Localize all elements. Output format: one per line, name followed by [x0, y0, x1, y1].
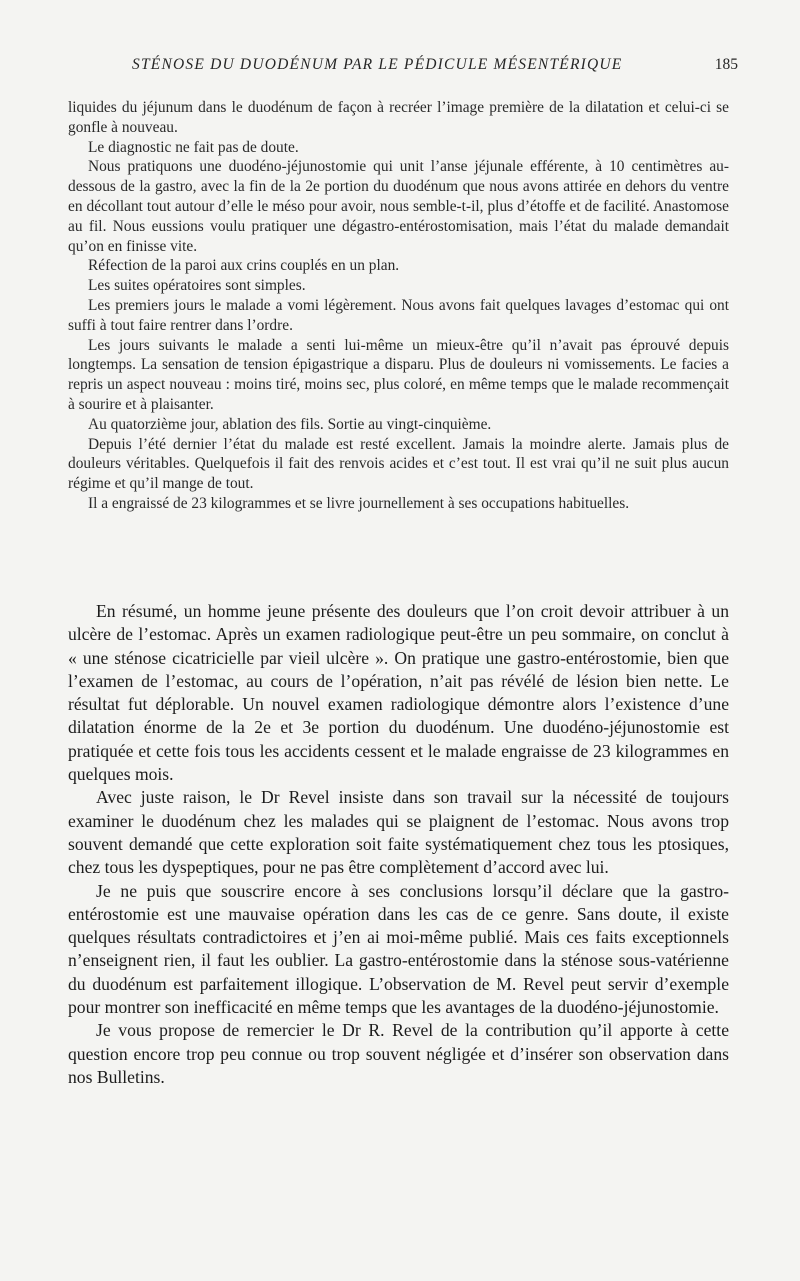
- paragraph: Je vous propose de remercier le Dr R. Revel de la contribution qu’il apporte à cette question encore trop peu connue ou trop souvent négligée et d’insérer son observation dans nos Bulletins.: [68, 1020, 729, 1087]
- paragraph: liquides du jéjunum dans le duodénum de façon à recréer l’image première de la dilatation et celui-ci se gonfle à nouveau.: [68, 99, 729, 136]
- paragraph: Les premiers jours le malade a vomi légèrement. Nous avons fait quelques lavages d’estomac qui ont suffi à tout faire rentrer dans l’ordre.: [68, 296, 729, 334]
- paragraph: Les suites opératoires sont simples.: [88, 277, 306, 295]
- paragraph: Au quatorzième jour, ablation des fils. Sortie au vingt-cinquième.: [88, 415, 492, 433]
- paragraph: Je ne puis que souscrire encore à ses conclusions lorsqu’il déclare que la gastro-entérostomie est une mauvaise opération dans les cas de ce genre. Sans doute, il existe quelques résultats contradictoires et j’en ai moi-même publié. Mais ces faits exceptionnels n’enseignent rien, il faut les oublier. La gastro-entérostomie dans la sténose sous-vatérienne du duodénum est parfaitement illogique. L’observation de M. Revel peut servir d’exemple pour montrer son inefficacité en même temps que les avantages de la duodéno-jéjunostomie.: [68, 880, 729, 1018]
- paragraph: Le diagnostic ne fait pas de doute.: [88, 138, 299, 156]
- running-head: [70, 56, 738, 80]
- observation-text: [68, 98, 729, 514]
- discussion-text: [68, 600, 729, 1089]
- paragraph: Avec juste raison, le Dr Revel insiste dans son travail sur la nécessité de toujours examiner le duodénum chez les malades qui se plaignent de l’estomac. Nous avons trop souvent demandé que cette exploration soit faite systématiquement chez tous les ptosiques, chez tous les dyspeptiques, pour ne pas être complètement d’accord avec lui.: [68, 787, 729, 878]
- paragraph: Les jours suivants le malade a senti lui-même un mieux-être qu’il n’avait pas éprouvé depuis longtemps. La sensation de tension épigastrique a disparu. Plus de douleurs ni vomissements. Le facies a repris un aspect nouveau : moins tiré, moins sec, plus coloré, en même temps que le malade recommençait à sourire et à plaisanter.: [68, 336, 729, 413]
- paragraph: En résumé, un homme jeune présente des douleurs que l’on croit devoir attribuer à un ulcère de l’estomac. Après un examen radiologique peut-être un peu sommaire, on conclut à « une sténose cicatricielle par vieil ulcère ». On pratique une gastro-entérostomie, bien que l’examen de l’estomac, au cours de l’opération, n’ait pas révélé de lésion bien nette. Le résultat fut déplorable. Un nouvel examen radiologique démontre alors l’existence d’une dilatation énorme de la 2e et 3e portion du duodénum. Une duodéno-jéjunostomie est pratiquée et cette fois tous les accidents cessent et le malade engraisse de 23 kilogrammes en quelques mois.: [68, 601, 729, 785]
- page-number: 185: [714, 56, 738, 73]
- paragraph: Depuis l’été dernier l’état du malade est resté excellent. Jamais la moindre alerte. Jamais plus de douleurs véritables. Quelquefois il fait des renvois acides et c’est tout. Il est vrai qu’il ne suit plus aucun régime et qu’il mange de tout.: [68, 435, 729, 493]
- running-title: STÉNOSE DU DUODÉNUM PAR LE PÉDICULE MÉSENTÉRIQUE: [132, 56, 623, 73]
- paragraph: Réfection de la paroi aux crins couplés en un plan.: [88, 257, 400, 275]
- paragraph: Il a engraissé de 23 kilogrammes et se livre journellement à ses occupations habituelles.: [88, 494, 630, 512]
- paragraph: Nous pratiquons une duodéno-jéjunostomie qui unit l’anse jéjunale efférente, à 10 centimètres au-dessous de la gastro, avec la fin de la 2e portion du duodénum que nous avons attirée en dehors du ventre en décollant tout autour d’elle le méso pour avoir, nous semble-t-il, plus d’étoffe et de facilité. Anastomose au fil. Nous eussions voulu pratiquer une dégastro-entérostomisation, mais l’état du malade demandait qu’on en finisse vite.: [68, 158, 729, 255]
